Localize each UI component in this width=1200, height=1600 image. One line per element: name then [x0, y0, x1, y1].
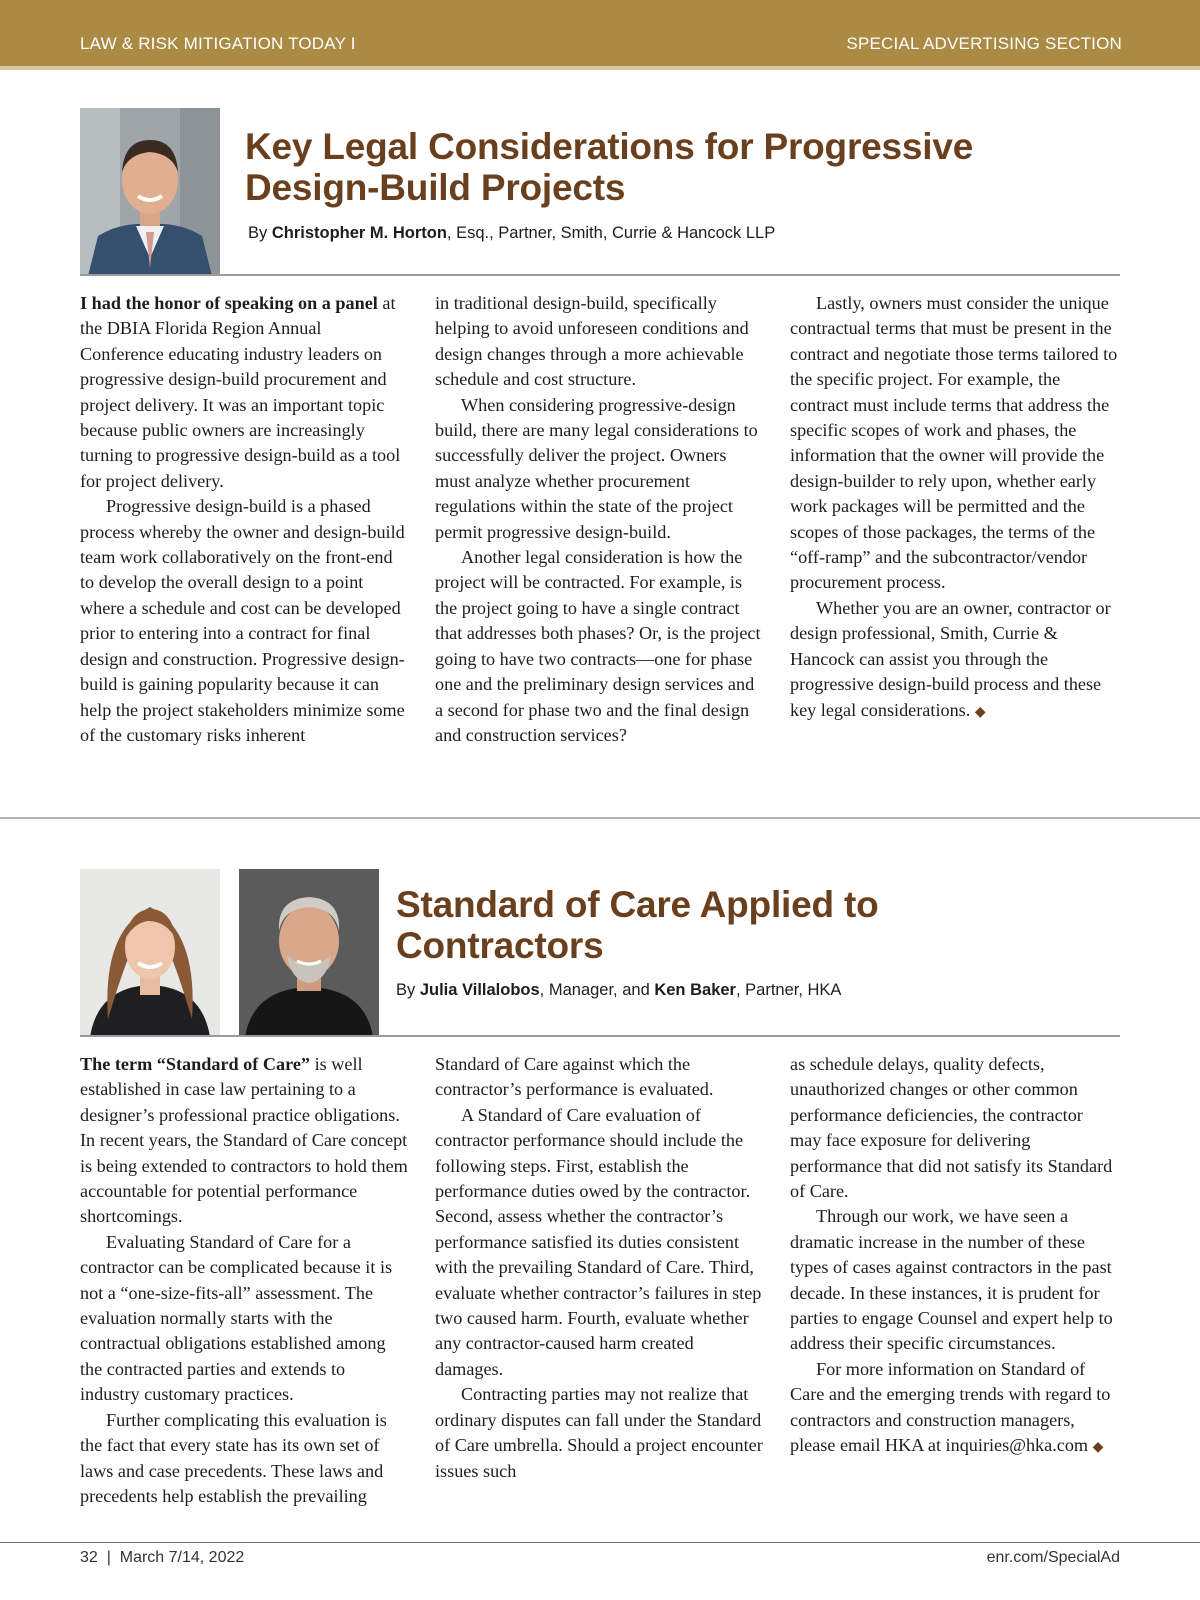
paragraph: Whether you are an owner, contractor or design professional, Smith, Currie & Hancock can assist you through the progressive design-build process and these key legal considerations. [790, 597, 1111, 720]
footer-divider [0, 1542, 1200, 1543]
article1-divider [80, 274, 1120, 276]
paragraph: For more information on Standard of Care and the emerging trends with regard to contractors and construction managers, please email HKA at inquiries@hka.com [790, 1358, 1111, 1456]
byline-affiliation: , Partner, HKA [735, 981, 842, 999]
article1-column-1 [80, 291, 408, 748]
footer-url: enr.com/SpecialAd [986, 1549, 1120, 1566]
end-mark-icon: ◆ [974, 704, 986, 720]
byline-prefix: By [396, 981, 420, 999]
article2-divider [80, 1035, 1120, 1037]
author-photo-baker [239, 869, 379, 1037]
paragraph: When considering progressive-design build, there are many legal considerations to successfully deliver the project. Owners must analyze whether procurement regulations within the state of the project permit progressive design-build. [435, 394, 758, 542]
paragraph: A Standard of Care evaluation of contractor performance should include the following steps. First, establish the performance duties owed by the contractor. Second, assess whether the contractor’s performance satisfied its duties consistent with the prevailing Standard of Care. Third, evaluate whether contractor’s failures in step two caused harm. Fourth, evaluate whether any contractor-caused harm created damages. [435, 1104, 762, 1379]
lead-in: I had the honor of speaking on a panel [80, 293, 378, 313]
author-name: Ken Baker [654, 981, 736, 999]
section-label: LAW & RISK MITIGATION TODAY I [80, 34, 356, 53]
author-name: Julia Villalobos [419, 981, 540, 999]
author-name: Christopher M. Horton [271, 224, 447, 242]
paragraph: in traditional design-build, specifically helping to avoid unforeseen conditions and design changes through a more achievable schedule and cost structure. [435, 293, 749, 390]
author-photo-horton [80, 108, 220, 276]
end-mark-icon: ◆ [1092, 1440, 1104, 1456]
paragraph: is well established in case law pertaining to a designer’s professional practice obligations. In recent years, the Standard of Care concept is being extended to contractors to hold them accountable for potential performance shortcomings. [80, 1054, 408, 1227]
byline-affiliation: , Esq., Partner, Smith, Currie & Hancock LLP [446, 224, 776, 242]
article2-column-1 [80, 1052, 408, 1509]
header-bar [0, 0, 1200, 70]
paragraph: Progressive design-build is a phased process whereby the owner and design-build team work collaboratively on the front-end to develop the overall design to a point where a schedule and cost can be developed prior to entering into a contract for final design and construction. Progressive design-build is gaining popularity because it can help the project stakeholders minimize some of the customary risks inherent [80, 496, 405, 745]
article2-byline [396, 981, 841, 1000]
lead-in: The term “Standard of Care” [80, 1054, 311, 1074]
paragraph: at the DBIA Florida Region Annual Conference educating industry leaders on progressive design-build procurement and project delivery. It was an important topic because public owners are increasingly turning to progressive design-build as a tool for project delivery. [80, 293, 401, 491]
paragraph: Lastly, owners must consider the unique contractual terms that must be present in the contract and negotiate those terms tailored to the specific project. For example, the contract must include terms that address the specific scopes of work and phases, the information that the owner will provide the design-builder to rely upon, whether early work packages will be permitted and the scopes of those packages, the terms of the “off-ramp” and the subcontractor/vendor procurement process. [790, 293, 1118, 593]
paragraph: Evaluating Standard of Care for a contractor can be complicated because it is not a “one-size-fits-all” assessment. The evaluation normally starts with the contractual obligations established among the contracted parties and extends to industry customary practices. [80, 1231, 393, 1405]
section-divider [0, 817, 1200, 819]
advertising-label: SPECIAL ADVERTISING SECTION [846, 34, 1122, 53]
paragraph: Standard of Care against which the contractor’s performance is evaluated. [435, 1054, 714, 1100]
article2-column-2 [435, 1052, 763, 1484]
article2-column-3 [790, 1052, 1118, 1461]
paragraph: Through our work, we have seen a dramatic increase in the number of these types of cases against contractors in the past decade. In these instances, it is prudent for parties to engage Counsel and expert help to address their specific circumstances. [790, 1206, 1113, 1354]
article1-title: Key Legal Considerations for Progressive Design-Build Projects [245, 126, 974, 208]
page-folio: 32 | March 7/14, 2022 [80, 1549, 245, 1566]
paragraph: Contracting parties may not realize that ordinary disputes can fall under the Standard of Care umbrella. Should a project encounter issues such [435, 1384, 763, 1481]
author-photo-villalobos [80, 869, 220, 1037]
article2-title: Standard of Care Applied to Contractors [396, 884, 879, 966]
paragraph: Another legal consideration is how the project will be contracted. For example, is the project going to have a single contract that addresses both phases? Or, is the project going to have two contracts—one for phase one and the preliminary design services and a second for phase two and the final design and construction services? [435, 547, 761, 745]
article1-column-2 [435, 291, 763, 748]
paragraph: Further complicating this evaluation is the fact that every state has its own set of laws and case precedents. These laws and precedents help establish the prevailing [80, 1409, 387, 1506]
byline-prefix: By [248, 224, 272, 242]
paragraph: as schedule delays, quality defects, unauthorized changes or other common performance deficiencies, the contractor may face exposure for delivering performance that did not satisfy its Standard of Care. [790, 1054, 1113, 1202]
article1-column-3 [790, 291, 1118, 725]
article1-byline [248, 224, 775, 243]
byline-role: , Manager, and [539, 981, 655, 999]
